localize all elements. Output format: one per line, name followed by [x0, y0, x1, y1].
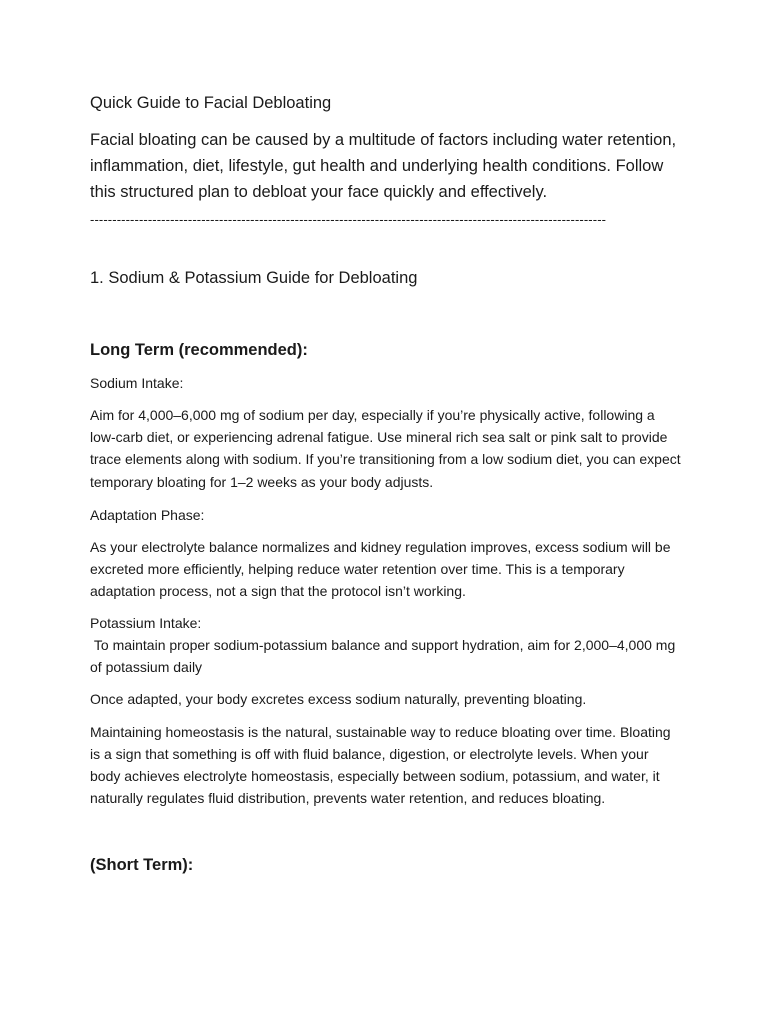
- section-heading-sodium-potassium: 1. Sodium & Potassium Guide for Debloating: [90, 269, 418, 287]
- intro-paragraph: Facial bloating can be caused by a multitude of factors including water retention, inflammation, diet, lifestyle, gut health and underlying health conditions. Follow this structured plan to debloat your face quickly and effectively.: [90, 131, 677, 201]
- sodium-intake-label: Sodium Intake:: [90, 375, 184, 391]
- short-term-heading: (Short Term):: [90, 856, 194, 875]
- document-title: Quick Guide to Facial Debloating: [90, 94, 332, 112]
- homeostasis-paragraph: Maintaining homeostasis is the natural, sustainable way to reduce bloating over time. Bloating is a sign that something is off with fluid balance, digestion, or electrolyte levels. When your body achieves electrolyte homeostasis, especially between sodium, potassium, and water, it naturally regulates fluid distribution, prevents water retention, and reduces bloating.: [90, 723, 671, 807]
- adaptation-phase-label: Adaptation Phase:: [90, 506, 205, 523]
- dashed-divider: --------------------------------------------------------------------------------------------------------------------: [90, 212, 607, 227]
- adaptation-phase-paragraph: As your electrolyte balance normalizes and kidney regulation improves, excess sodium will be excreted more efficiently, helping reduce water retention over time. This is a temporary adaptation process, not a sign that the protocol isn’t working.: [90, 538, 671, 600]
- potassium-intake-label: Potassium Intake:: [90, 615, 202, 632]
- potassium-intake-block: [90, 612, 682, 678]
- document-body: [90, 92, 682, 876]
- adapted-paragraph: Once adapted, your body excretes excess sodium naturally, preventing bloating.: [90, 691, 587, 708]
- sodium-intake-paragraph: Aim for 4,000–6,000 mg of sodium per day, especially if you’re physically active, following a low-carb diet, or experiencing adrenal fatigue. Use mineral rich sea salt or pink salt to provide trace elements along with sodium. If you’re transitioning from a low sodium diet, you can expect temporary bloating for 1–2 weeks as your body adjusts.: [90, 407, 681, 490]
- long-term-heading: Long Term (recommended):: [90, 341, 308, 359]
- potassium-intake-paragraph: To maintain proper sodium-potassium balance and support hydration, aim for 2,000–4,000 mg of potassium daily: [90, 637, 680, 676]
